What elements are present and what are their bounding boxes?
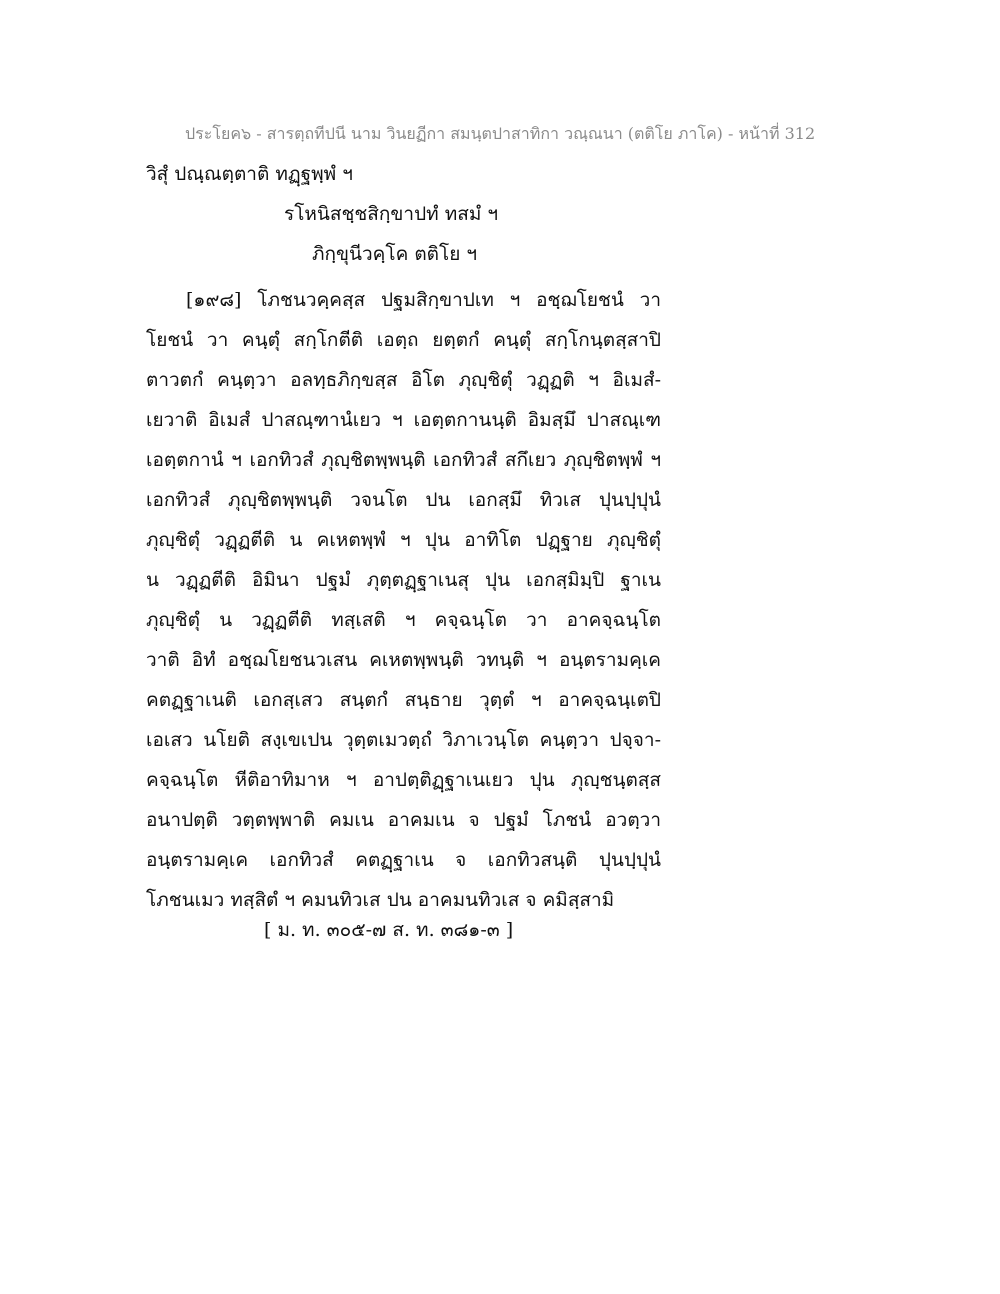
body-paragraph [146,280,661,920]
body-line: น วฏฺฏตีติ อิมินา ปฐมํ ภุตฺตฏฺฐาเนสุ ปุน เอกสฺมิมฺปิ ฐาเน [146,569,661,591]
section-title: รโหนิสชฺชสิกฺขาปทํ ทสมํ ฯ [284,203,499,225]
page-header: ประโยค๖ - สารตฺถทีปนี นาม วินยฏีกา สมนฺตปาสาทิกา วณฺณนา (ตติโย ภาโค) - หน้าที่ 312 [185,124,816,143]
body-line: เอตฺตกานํ ฯ เอกทิวสํ ภุญฺชิตพฺพนฺติ เอกทิวสํ สกึเยว ภุญฺชิตพฺพํ ฯ [146,449,661,471]
body-line: ตาวตกํ คนฺตฺวา อลทฺธภิกฺขสฺส อิโต ภุญฺชิตุํ วฏฺฏติ ฯ อิเมสํ- [146,369,661,391]
body-line: คตฏฺฐาเนติ เอกสฺเสว สนฺตกํ สนฺธาย วุตฺตํ ฯ อาคจฺฉนฺเตปิ [146,689,661,711]
body-line: [๑๙๘] โภชนวคฺคสฺส ปฐมสิกฺขาปเท ฯ อชฺฌโยชนํ วา [186,289,661,311]
body-line: เอเสว นโยติ สงฺเขเปน วุตฺตเมวตฺถํ วิภาเวนฺโต คนฺตฺวา ปจฺจา- [146,729,661,751]
scripture-reference: [ ม. ท. ๓๐๕-๗ ส. ท. ๓๘๑-๓ ] [264,919,514,941]
body-line: ภุญฺชิตุํ วฏฺฏตีติ น คเหตพฺพํ ฯ ปุน อาทิโต ปฏฺฐาย ภุญฺชิตุํ [146,529,661,551]
body-line: โภชนเมว ทสฺสิตํ ฯ คมนทิวเส ปน อาคมนทิวเส จ คมิสฺสามิ [146,889,615,911]
body-line: วาติ อิทํ อชฺฌโยชนวเสน คเหตพฺพนฺติ วทนฺติ ฯ อนฺตรามคฺเค [146,649,661,671]
body-line: โยชนํ วา คนฺตุํ สกฺโกตีติ เอตฺถ ยตฺตกํ คนฺตุํ สกฺโกนฺตสฺสาปิ [146,329,661,351]
body-line: เอกทิวสํ ภุญฺชิตพฺพนฺติ วจนโต ปน เอกสฺมึ ทิวเส ปุนปฺปุนํ [146,489,661,511]
body-line: อนาปตฺติ วตฺตพฺพาติ คมเน อาคมเน จ ปฐมํ โภชนํ อวตฺวา [146,809,661,831]
intro-line: วิสุํ ปณฺณตฺตาติ ทฏฺฐพฺพํ ฯ [146,163,353,185]
body-line: เยวาติ อิเมสํ ปาสณฺฑานํเยว ฯ เอตฺตกานนฺติ อิมสฺมึ ปาสณฺเฑ [146,409,661,431]
body-line: อนฺตรามคฺเค เอกทิวสํ คตฏฺฐาเน จ เอกทิวสนฺติ ปุนปฺปุนํ [146,849,661,871]
body-line: คจฺฉนฺโต หีติอาทิมาห ฯ อาปตฺติฏฺฐาเนเยว ปุน ภุญฺชนฺตสฺส [146,769,661,791]
body-line: ภุญฺชิตุํ น วฏฺฏตีติ ทสฺเสติ ฯ คจฺฉนฺโต วา อาคจฺฉนฺโต [146,609,661,631]
chapter-title: ภิกฺขุนีวคฺโค ตติโย ฯ [312,243,478,265]
